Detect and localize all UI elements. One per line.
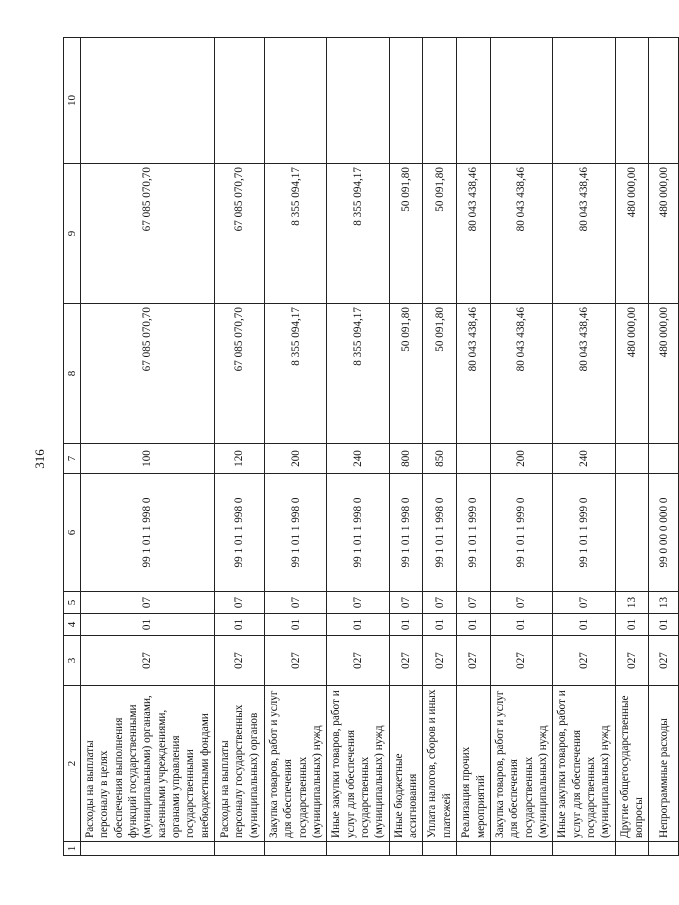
section-code-cell: 01 <box>553 614 615 636</box>
target-article-cell: 99 1 01 1 998 0 <box>327 474 389 592</box>
subsection-code-cell: 07 <box>215 592 265 614</box>
grbs-code-cell: 027 <box>553 636 615 686</box>
table-body <box>81 38 679 856</box>
table-row <box>615 38 649 856</box>
section-code-cell: 01 <box>423 614 457 636</box>
target-article-cell: 99 1 01 1 998 0 <box>215 474 265 592</box>
row-index-cell <box>265 842 327 856</box>
target-article-cell: 99 1 01 1 999 0 <box>490 474 552 592</box>
amount-col8-cell: 80 043 438,46 <box>490 304 552 444</box>
table-row <box>389 38 423 856</box>
target-article-cell: 99 0 00 0 000 0 <box>649 474 679 592</box>
target-article-cell: 99 1 01 1 998 0 <box>265 474 327 592</box>
expense-type-cell: 100 <box>81 444 215 474</box>
section-code-cell: 01 <box>215 614 265 636</box>
header-row <box>64 38 81 856</box>
amount-col10-cell <box>389 38 423 164</box>
target-article-cell <box>615 474 649 592</box>
header-col-3: 3 <box>64 636 81 686</box>
amount-col10-cell <box>649 38 679 164</box>
expense-type-cell: 240 <box>327 444 389 474</box>
expense-type-cell: 200 <box>265 444 327 474</box>
subsection-code-cell: 07 <box>265 592 327 614</box>
amount-col9-cell: 50 091,80 <box>389 164 423 304</box>
amount-col9-cell: 67 085 070,70 <box>81 164 215 304</box>
grbs-code-cell: 027 <box>423 636 457 686</box>
amount-col8-cell: 80 043 438,46 <box>457 304 491 444</box>
budget-table <box>63 37 679 856</box>
amount-col9-cell: 480 000,00 <box>649 164 679 304</box>
amount-col8-cell: 480 000,00 <box>615 304 649 444</box>
expense-name-cell: Непрограммные расходы <box>649 686 679 842</box>
header-col-4: 4 <box>64 614 81 636</box>
expense-type-cell: 800 <box>389 444 423 474</box>
amount-col8-cell: 67 085 070,70 <box>81 304 215 444</box>
amount-col9-cell: 80 043 438,46 <box>457 164 491 304</box>
header-col-8: 8 <box>64 304 81 444</box>
amount-col8-cell: 8 355 094,17 <box>265 304 327 444</box>
table-row <box>649 38 679 856</box>
amount-col8-cell: 80 043 438,46 <box>553 304 615 444</box>
expense-name-cell: Закупка товаров, работ и услуг для обеспечения государственных (муниципальных) нужд <box>490 686 552 842</box>
header-col-5: 5 <box>64 592 81 614</box>
table-row <box>327 38 389 856</box>
subsection-code-cell: 07 <box>389 592 423 614</box>
amount-col10-cell <box>81 38 215 164</box>
subsection-code-cell: 07 <box>81 592 215 614</box>
amount-col10-cell <box>423 38 457 164</box>
subsection-code-cell: 13 <box>615 592 649 614</box>
expense-name-cell: Иные бюджетные ассигнования <box>389 686 423 842</box>
table-row <box>553 38 615 856</box>
row-index-cell <box>327 842 389 856</box>
amount-col10-cell <box>615 38 649 164</box>
target-article-cell: 99 1 01 1 999 0 <box>553 474 615 592</box>
row-index-cell <box>81 842 215 856</box>
grbs-code-cell: 027 <box>81 636 215 686</box>
section-code-cell: 01 <box>389 614 423 636</box>
header-col-2: 2 <box>64 686 81 842</box>
target-article-cell: 99 1 01 1 998 0 <box>81 474 215 592</box>
header-col-6: 6 <box>64 474 81 592</box>
table-row <box>81 38 215 856</box>
amount-col10-cell <box>457 38 491 164</box>
section-code-cell: 01 <box>649 614 679 636</box>
target-article-cell: 99 1 01 1 999 0 <box>457 474 491 592</box>
table-row <box>490 38 552 856</box>
expense-type-cell <box>649 444 679 474</box>
amount-col10-cell <box>215 38 265 164</box>
amount-col9-cell: 8 355 094,17 <box>327 164 389 304</box>
amount-col10-cell <box>265 38 327 164</box>
expense-name-cell: Закупка товаров, работ и услуг для обеспечения государственных (муниципальных) нужд <box>265 686 327 842</box>
page-number: 316 <box>32 449 47 469</box>
expense-name-cell: Иные закупки товаров, работ и услуг для обеспечения государственных (муниципальных) нужд <box>327 686 389 842</box>
amount-col9-cell: 80 043 438,46 <box>490 164 552 304</box>
row-index-cell <box>490 842 552 856</box>
grbs-code-cell: 027 <box>649 636 679 686</box>
amount-col9-cell: 480 000,00 <box>615 164 649 304</box>
header-col-1: 1 <box>64 842 81 856</box>
amount-col9-cell: 67 085 070,70 <box>215 164 265 304</box>
amount-col9-cell: 8 355 094,17 <box>265 164 327 304</box>
amount-col8-cell: 8 355 094,17 <box>327 304 389 444</box>
amount-col9-cell: 50 091,80 <box>423 164 457 304</box>
grbs-code-cell: 027 <box>615 636 649 686</box>
amount-col8-cell: 480 000,00 <box>649 304 679 444</box>
rotated-table-container <box>63 38 670 856</box>
row-index-cell <box>615 842 649 856</box>
expense-type-cell: 240 <box>553 444 615 474</box>
target-article-cell: 99 1 01 1 998 0 <box>389 474 423 592</box>
amount-col10-cell <box>327 38 389 164</box>
row-index-cell <box>215 842 265 856</box>
amount-col10-cell <box>553 38 615 164</box>
section-code-cell: 01 <box>327 614 389 636</box>
amount-col10-cell <box>490 38 552 164</box>
amount-col9-cell: 80 043 438,46 <box>553 164 615 304</box>
grbs-code-cell: 027 <box>215 636 265 686</box>
table-row <box>423 38 457 856</box>
grbs-code-cell: 027 <box>457 636 491 686</box>
table-frame <box>63 38 670 856</box>
subsection-code-cell: 13 <box>649 592 679 614</box>
subsection-code-cell: 07 <box>423 592 457 614</box>
table-row <box>457 38 491 856</box>
expense-name-cell: Иные закупки товаров, работ и услуг для обеспечения государственных (муниципальных) нужд <box>553 686 615 842</box>
row-index-cell <box>553 842 615 856</box>
section-code-cell: 01 <box>457 614 491 636</box>
subsection-code-cell: 07 <box>490 592 552 614</box>
row-index-cell <box>389 842 423 856</box>
section-code-cell: 01 <box>265 614 327 636</box>
amount-col8-cell: 50 091,80 <box>389 304 423 444</box>
table-row <box>215 38 265 856</box>
expense-name-cell: Расходы на выплаты персоналу в целях обеспечения выполнения функций государственными (муниципальными) органами, казенными учреждениями, органами управления государственными внебюджетными фондами <box>81 686 215 842</box>
header-col-9: 9 <box>64 164 81 304</box>
expense-type-cell <box>457 444 491 474</box>
expense-name-cell: Другие общегосударственные вопросы <box>615 686 649 842</box>
row-index-cell <box>423 842 457 856</box>
row-index-cell <box>457 842 491 856</box>
grbs-code-cell: 027 <box>327 636 389 686</box>
amount-col8-cell: 67 085 070,70 <box>215 304 265 444</box>
table-row <box>265 38 327 856</box>
expense-name-cell: Расходы на выплаты персоналу государственных (муниципальных) органов <box>215 686 265 842</box>
header-col-10: 10 <box>64 38 81 164</box>
section-code-cell: 01 <box>490 614 552 636</box>
row-index-cell <box>649 842 679 856</box>
expense-type-cell: 850 <box>423 444 457 474</box>
section-code-cell: 01 <box>81 614 215 636</box>
header-col-7: 7 <box>64 444 81 474</box>
expense-name-cell: Реализация прочих мероприятий <box>457 686 491 842</box>
subsection-code-cell: 07 <box>327 592 389 614</box>
grbs-code-cell: 027 <box>389 636 423 686</box>
expense-type-cell <box>615 444 649 474</box>
expense-type-cell: 200 <box>490 444 552 474</box>
section-code-cell: 01 <box>615 614 649 636</box>
target-article-cell: 99 1 01 1 998 0 <box>423 474 457 592</box>
subsection-code-cell: 07 <box>457 592 491 614</box>
subsection-code-cell: 07 <box>553 592 615 614</box>
amount-col8-cell: 50 091,80 <box>423 304 457 444</box>
grbs-code-cell: 027 <box>490 636 552 686</box>
expense-type-cell: 120 <box>215 444 265 474</box>
grbs-code-cell: 027 <box>265 636 327 686</box>
expense-name-cell: Уплата налогов, сборов и иных платежей <box>423 686 457 842</box>
